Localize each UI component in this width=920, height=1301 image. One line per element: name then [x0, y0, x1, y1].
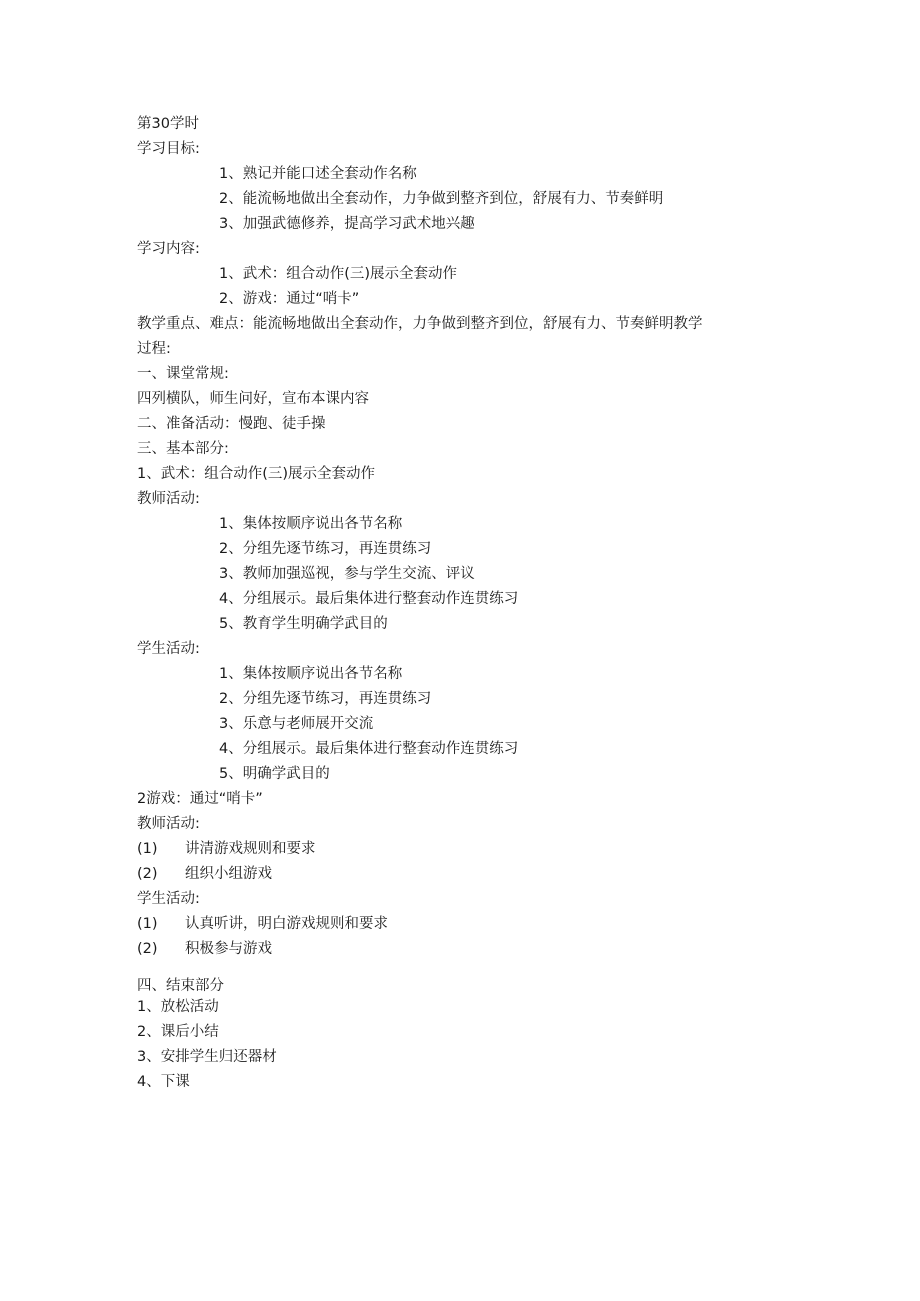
key-points-text: 教学重点、难点：能流畅地做出全套动作，力争做到整齐到位，舒展有力、节奏鲜明教学 — [137, 316, 703, 332]
game-teacher-item — [137, 862, 777, 887]
content-item: 1、武术：组合动作(三)展示全套动作 — [219, 266, 458, 282]
wushu-teacher-item: 3、教师加强巡视，参与学生交流、评议 — [219, 566, 475, 582]
goal-item: 1、熟记并能口述全套动作名称 — [219, 166, 417, 182]
game-student-heading: 学生活动: — [137, 891, 200, 907]
wushu-teacher-item: 5、教育学生明确学武目的 — [219, 616, 388, 632]
part4-item: 4、下课 — [137, 1074, 190, 1090]
content-item: 2、游戏：通过“哨卡” — [219, 291, 360, 307]
wushu-student-item: 1、集体按顺序说出各节名称 — [219, 666, 403, 682]
part4-item: 2、课后小结 — [137, 1024, 219, 1040]
content-heading: 学习内容: — [137, 241, 200, 257]
wushu-teacher-item: 4、分组展示。最后集体进行整套动作连贯练习 — [219, 591, 519, 607]
wushu-student-item: 3、乐意与老师展开交流 — [219, 716, 374, 732]
wushu-teacher-item: 1、集体按顺序说出各节名称 — [219, 516, 403, 532]
item-number: (1) — [137, 916, 158, 932]
item-number: (1) — [137, 841, 158, 857]
wushu-teacher-item: 2、分组先逐节练习，再连贯练习 — [219, 541, 432, 557]
goal-item: 3、加强武德修养，提高学习武术地兴趣 — [219, 216, 475, 232]
goals-heading: 学习目标: — [137, 141, 200, 157]
part4-item: 3、安排学生归还器材 — [137, 1049, 277, 1065]
wushu-student-item: 4、分组展示。最后集体进行整套动作连贯练习 — [219, 741, 519, 757]
lesson-title: 第30学时 — [137, 116, 199, 132]
item-text: 讲清游戏规则和要求 — [185, 841, 316, 857]
process-heading: 过程: — [137, 341, 171, 357]
wushu-student-heading: 学生活动: — [137, 641, 200, 657]
game-title: 2游戏：通过“哨卡” — [137, 791, 263, 807]
game-teacher-heading: 教师活动: — [137, 816, 200, 832]
item-number: (2) — [137, 941, 158, 957]
part1-text: 四列横队，师生问好，宣布本课内容 — [137, 391, 369, 407]
wushu-student-item: 5、明确学武目的 — [219, 766, 330, 782]
part4-heading: 四、结束部分 — [137, 978, 224, 994]
part4-item: 1、放松活动 — [137, 999, 219, 1015]
part3-heading: 三、基本部分: — [137, 441, 229, 457]
game-teacher-item — [137, 837, 777, 862]
wushu-teacher-heading: 教师活动: — [137, 491, 200, 507]
game-student-item — [137, 912, 777, 937]
part1-heading: 一、课堂常规: — [137, 366, 229, 382]
wushu-student-item: 2、分组先逐节练习，再连贯练习 — [219, 691, 432, 707]
game-student-item — [137, 937, 777, 962]
lesson-plan-document — [137, 112, 777, 1095]
item-text: 组织小组游戏 — [185, 866, 272, 882]
wushu-title: 1、武术：组合动作(三)展示全套动作 — [137, 466, 376, 482]
item-number: (2) — [137, 866, 158, 882]
item-text: 积极参与游戏 — [185, 941, 272, 957]
part2-heading: 二、准备活动：慢跑、徒手操 — [137, 416, 326, 432]
item-text: 认真听讲，明白游戏规则和要求 — [185, 916, 388, 932]
goal-item: 2、能流畅地做出全套动作，力争做到整齐到位，舒展有力、节奏鲜明 — [219, 191, 664, 207]
